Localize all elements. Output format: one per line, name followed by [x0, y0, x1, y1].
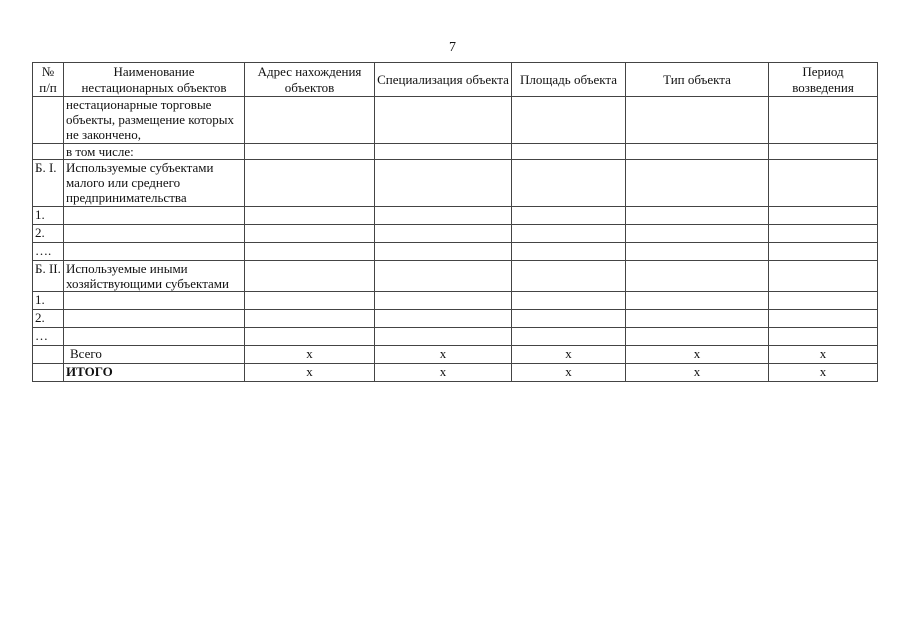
row-number: 1.	[33, 207, 64, 225]
table-row	[33, 207, 878, 225]
table-row	[33, 144, 878, 160]
total-cell: x	[245, 346, 375, 364]
grand-total-row	[33, 364, 878, 382]
header-type: Тип объекта	[626, 63, 769, 97]
section-b1-num: Б. I.	[33, 160, 64, 207]
intro-label: нестационарные торговые объекты, размещение которых не закончено,	[64, 97, 245, 144]
total-cell: x	[375, 346, 512, 364]
grand-total-cell: x	[375, 364, 512, 382]
table-row	[33, 261, 878, 292]
intro-sub-label: в том числе:	[64, 144, 245, 160]
table-row	[33, 310, 878, 328]
table-row	[33, 328, 878, 346]
header-specialization: Специализация объекта	[375, 63, 512, 97]
section-b2-num: Б. II.	[33, 261, 64, 292]
section-b2-label: Используемые иными хозяйствующими субъектами	[64, 261, 245, 292]
total-row	[33, 346, 878, 364]
row-number: 1.	[33, 292, 64, 310]
grand-total-cell: x	[245, 364, 375, 382]
header-period: Период возведения	[769, 63, 878, 97]
page-number: 7	[449, 40, 456, 55]
table-row	[33, 243, 878, 261]
total-cell: x	[769, 346, 878, 364]
total-cell: x	[512, 346, 626, 364]
section-b1-label: Используемые субъектами малого или среднего предпринимательства	[64, 160, 245, 207]
row-number: ….	[33, 243, 64, 261]
total-cell: x	[626, 346, 769, 364]
grand-total-cell: x	[512, 364, 626, 382]
grand-total-cell: x	[769, 364, 878, 382]
table-row	[33, 97, 878, 144]
header-address: Адрес нахождения объектов	[245, 63, 375, 97]
header-row	[33, 63, 878, 97]
grand-total-cell: x	[626, 364, 769, 382]
table-row	[33, 160, 878, 207]
row-number: 2.	[33, 225, 64, 243]
row-number: …	[33, 328, 64, 346]
header-name: Наименование нестационарных объектов	[64, 63, 245, 97]
header-num: № п/п	[33, 63, 64, 97]
row-number: 2.	[33, 310, 64, 328]
objects-table	[32, 62, 878, 382]
total-label: Всего	[64, 346, 245, 364]
table-row	[33, 225, 878, 243]
table-row	[33, 292, 878, 310]
header-area: Площадь объекта	[512, 63, 626, 97]
grand-total-label: ИТОГО	[64, 364, 245, 382]
